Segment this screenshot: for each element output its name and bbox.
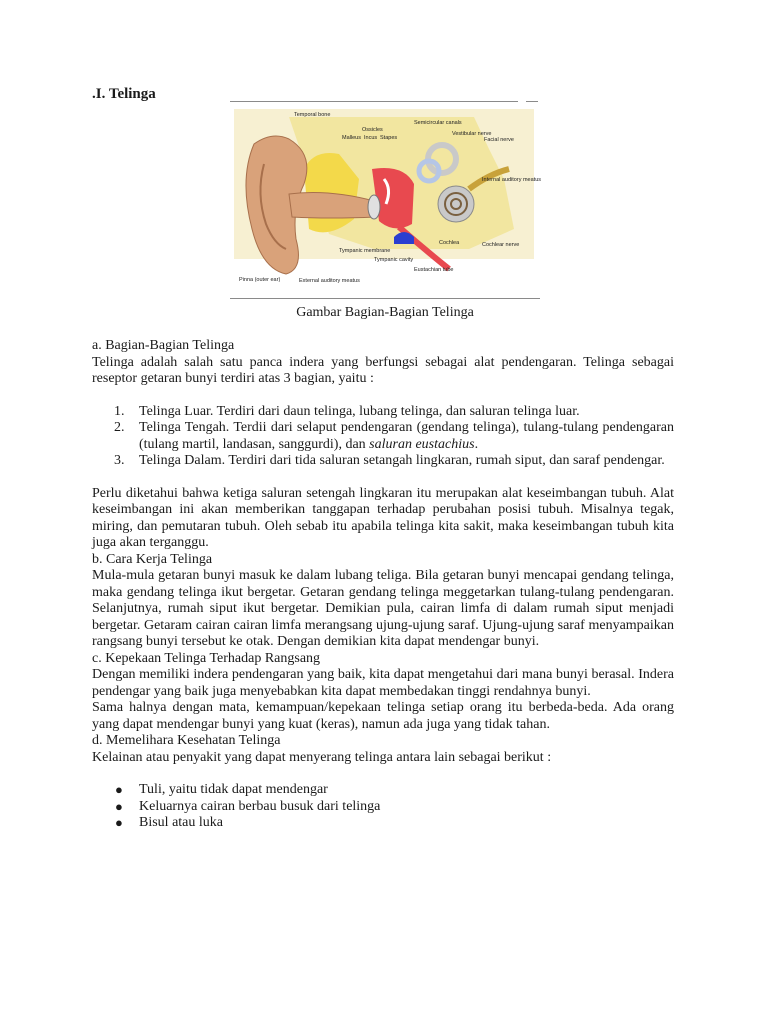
list-item-tail: . — [474, 436, 479, 452]
label-semicircular-canals: Semicircular canals — [414, 120, 462, 126]
label-eustachian-tube: Eustachian tube — [414, 267, 454, 273]
label-temporal-bone: Temporal bone — [294, 112, 331, 118]
figure-top-rule — [230, 101, 518, 102]
label-stapes: Stapes — [380, 135, 398, 141]
label-ossicles: Ossicles — [362, 127, 383, 133]
bullet-icon: ● — [115, 782, 123, 797]
list-item — [92, 404, 674, 421]
list-item — [92, 420, 674, 453]
paragraph-c-1: Dengan memiliki indera pendengaran yang baik, kita dapat mengetahui dari mana bunyi berasal. Indera pendengar yang baik juga menyebabkan kita dapat membedakan tinggi rendahnya bunyi. — [92, 667, 674, 699]
label-incus: Incus — [364, 135, 378, 141]
tympanic-membrane-shape — [368, 195, 380, 219]
list-item — [92, 453, 674, 470]
ear-anatomy-illustration — [234, 109, 542, 294]
document-body — [92, 338, 674, 832]
figure-caption: Gambar Bagian-Bagian Telinga — [296, 305, 474, 320]
list-item-text: Telinga Tengah. Terdii dari selaput pendengaran (gendang telinga), tulang-tulang pendengaran (tulang martil, landasan, sanggurdi), dan — [139, 420, 674, 452]
subsection-title-d: d. Memelihara Kesehatan Telinga — [92, 733, 281, 748]
bullet-text: Keluarnya cairan berbau busuk dari telinga — [139, 798, 381, 814]
list-item-italic: saluran eustachius — [369, 436, 475, 452]
bullet-text: Bisul atau luka — [139, 815, 223, 830]
ear-disorders-list — [92, 782, 674, 832]
label-vestibular-nerve: Vestibular nerve — [452, 131, 492, 137]
label-cochlear-nerve: Cochlear nerve — [482, 242, 520, 248]
list-item-text: Telinga Dalam. Terdiri dari tida saluran setangah lingkaran, rumah siput, dan saraf pendengar. — [139, 453, 665, 468]
label-malleus: Malleus — [342, 135, 361, 141]
ear-parts-list — [92, 404, 674, 470]
bullet-item — [92, 799, 674, 816]
label-pinna: Pinna (outer ear) — [239, 277, 281, 283]
paragraph-b: Mula-mula getaran bunyi masuk ke dalam lubang teliga. Bila getaran bunyi mencapai gendang telinga, maka gendang telinga ikut bergetar. Getaran gendang telinga meggetarkan tulang-tulang pendengaran. Selanjutnya, rumah siput ikut bergetar. Demikian pula, cairan limfa di dalam rumah siput menjadi bergetar. Getaram cairan cairan limfa merangsang ujung-ujung saraf. Ujung-ujung saraf menyampaikan rangsang bunyi tersebut ke otak. Dengan demikian kita dapat mendengar bunyi. — [92, 568, 674, 649]
list-number: 3. — [114, 453, 125, 468]
label-internal-auditory-meatus: Internal auditory meatus — [482, 177, 542, 183]
subsection-title-c: c. Kepekaan Telinga Terhadap Rangsang — [92, 650, 321, 666]
list-number: 1. — [114, 403, 125, 419]
bullet-icon: ● — [115, 815, 123, 830]
label-facial-nerve: Facial nerve — [484, 137, 514, 143]
subsection-title-a: a. Bagian-Bagian Telinga — [92, 338, 235, 353]
bullet-text: Tuli, yaitu tidak dapat mendengar — [139, 782, 328, 797]
list-item-text: Telinga Luar. Terdiri dari daun telinga, lubang telinga, dan saluran telinga luar. — [139, 403, 580, 419]
subsection-title-b: b. Cara Kerja Telinga — [92, 551, 213, 567]
cochlea-shape — [438, 186, 474, 222]
paragraph-c-2: Sama halnya dengan mata, kemampuan/kepekaan telinga setiap orang itu berbeda-beda. Ada orang yang dapat mendengar bunyi yang kuat (keras), namun ada juga yang tidak tahan. — [92, 700, 674, 732]
label-cochlea: Cochlea — [439, 240, 460, 246]
label-tympanic-cavity: Tympanic cavity — [374, 257, 414, 263]
paragraph-d-intro: Kelainan atau penyakit yang dapat menyerang telinga antara lain sebagai berikut : — [92, 749, 552, 765]
paragraph-a-intro: Telinga adalah salah satu panca indera yang berfungsi sebagai alat pendengaran. Telinga sebagai reseptor getaran bunyi terdiri atas 3 bagian, yaitu : — [92, 354, 674, 386]
bullet-item — [92, 815, 674, 832]
ear-diagram-figure — [230, 101, 540, 301]
figure-top-rule-short — [526, 101, 538, 102]
bullet-icon: ● — [115, 798, 123, 814]
bullet-item — [92, 782, 674, 799]
list-number: 2. — [114, 420, 125, 435]
figure-bottom-rule — [230, 298, 540, 299]
section-heading: .I. Telinga — [92, 86, 156, 102]
paragraph-a-note: Perlu diketahui bahwa ketiga saluran setengah lingkaran itu merupakan alat keseimbangan tubuh. Alat keseimbangan ini akan memberikan tanggapan terhadap perubahan posisi tubuh. Misalnya tegak, miring, dan pemutaran tubuh. Oleh sebab itu apabila telinga kita sakit, maka keseimbangan tubuh kita juga akan terganggu. — [92, 485, 674, 550]
label-tympanic-membrane: Tympanic membrane — [339, 248, 391, 254]
label-external-auditory-meatus: External auditory meatus — [299, 278, 360, 284]
